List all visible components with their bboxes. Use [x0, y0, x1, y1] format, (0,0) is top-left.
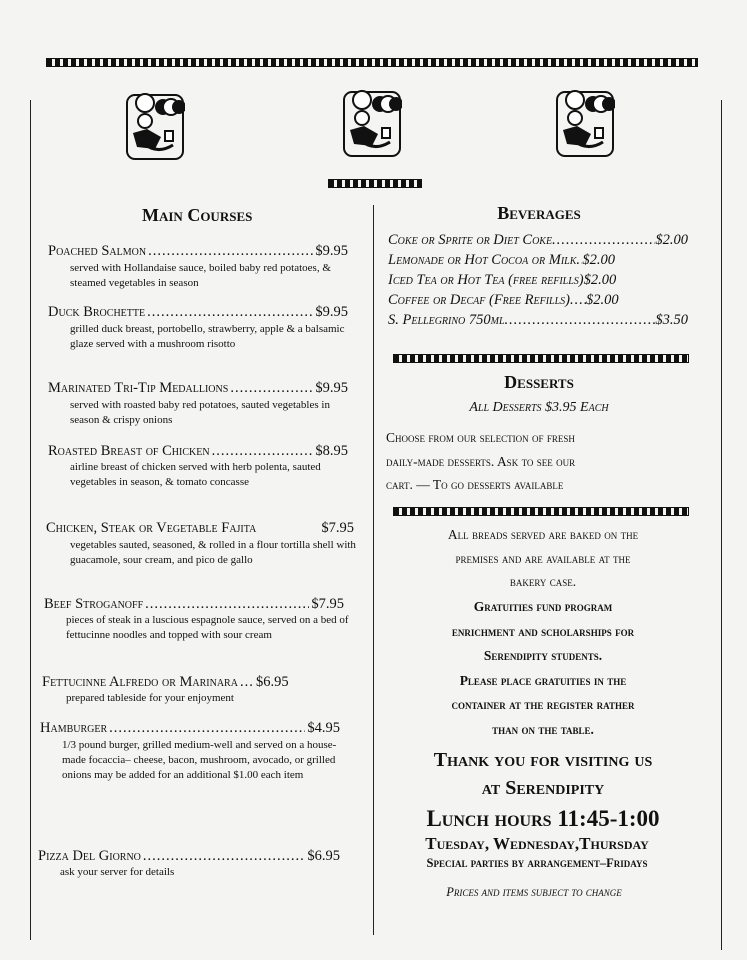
beverage-item — [388, 232, 688, 249]
desserts-title: Desserts — [504, 372, 574, 392]
item-price: $9.95 — [315, 380, 348, 396]
special-parties: Special parties by arrangement–Fridays — [426, 856, 648, 870]
item-price: $6.95 — [307, 848, 340, 864]
item-price: $7.95 — [321, 520, 354, 536]
gratuities-line: enrichment and scholarships for — [451, 623, 635, 639]
service-days: Tuesday, Wednesday,Thursday — [425, 834, 649, 853]
gratuities-line: Gratuities fund program — [473, 599, 613, 614]
beverage-name: S. Pellegrino 750ml — [388, 312, 505, 328]
top-border — [46, 58, 698, 67]
gratuities-line: than on the table. — [492, 721, 594, 737]
desserts-text — [386, 426, 696, 497]
dessert-line: Choose from our selection of fresh — [386, 430, 575, 445]
beverage-price: $2.00 — [583, 272, 617, 288]
menu-item-fajita — [46, 520, 354, 537]
item-desc: vegetables sauted, seasoned, & rolled in a flour tortilla shell with guacamole, sour cream, and pico de gallo — [70, 539, 356, 566]
item-price: $6.95 — [255, 674, 289, 690]
beverage-item — [388, 252, 688, 269]
beverage-item — [388, 312, 688, 329]
item-name: Fettucinne Alfredo or Marinara — [42, 674, 238, 690]
item-price: $8.95 — [315, 443, 348, 459]
item-name: Pizza Del Giorno — [38, 848, 141, 864]
item-desc: ask your server for details — [60, 866, 175, 878]
item-desc: airline breast of chicken served with herb polenta, sauted vegetables in season, & tomato concasse — [70, 461, 321, 488]
lunch-hours: Lunch hours 11:45-1:00 — [426, 806, 660, 831]
item-price: $9.95 — [315, 304, 348, 320]
thanks-line: at Serendipity — [481, 777, 605, 799]
item-name: Chicken, Steak or Vegetable Fajita — [46, 520, 257, 536]
right-rule — [721, 100, 722, 950]
beverage-name: Coke or Sprite or Diet Coke — [388, 232, 553, 248]
menu-item-hamburger — [40, 720, 340, 737]
item-price: $7.95 — [311, 596, 344, 612]
item-name: Beef Stroganoff — [44, 596, 144, 612]
chef-logo-icon — [555, 90, 615, 158]
chef-logo-icon — [125, 93, 185, 161]
beverage-name: Lemonade or Hot Cocoa or Milk — [388, 252, 577, 268]
gratuities-line: container at the register rather — [451, 697, 635, 712]
menu-item-beef-stroganoff — [44, 596, 344, 613]
chef-logo-icon — [342, 90, 402, 158]
beverage-item — [388, 272, 688, 289]
info-divider-bar — [393, 507, 689, 516]
item-desc: grilled duck breast, portobello, strawberry, apple & a balsamic glaze served with a mushroom risotto — [70, 323, 345, 350]
item-price: $9.95 — [315, 243, 348, 259]
desserts-subtitle: All Desserts $3.95 Each — [469, 400, 609, 415]
menu-item-poached-salmon — [48, 243, 348, 260]
prices-note: Prices and items subject to change — [446, 885, 622, 899]
breads-text — [384, 523, 702, 594]
menu-item-fettucinne — [42, 674, 345, 691]
gratuities-line: Serendipity students. — [483, 648, 603, 663]
main-courses-title: Main Courses — [142, 205, 253, 225]
beverage-price: $2.00 — [582, 252, 616, 268]
breads-line: All breads served are baked on the — [447, 527, 639, 542]
item-desc: served with Hollandaise sauce, boiled baby red potatoes, & steamed vegetables in season — [70, 262, 331, 289]
item-name: Hamburger — [40, 720, 108, 736]
item-name: Poached Salmon — [48, 243, 147, 259]
beverage-price: $2.00 — [655, 232, 688, 248]
center-rule — [373, 205, 374, 935]
breads-line: bakery case. — [509, 574, 577, 589]
gratuities-text — [384, 595, 702, 742]
item-price: $4.95 — [307, 720, 340, 736]
menu-item-tri-tip — [48, 380, 348, 397]
gratuities-line: Please place gratuities in the — [459, 672, 627, 688]
item-name: Duck Brochette — [48, 304, 146, 320]
left-rule — [30, 100, 31, 940]
beverage-name: Iced Tea or Hot Tea (free refills) — [388, 272, 584, 288]
breads-line: premises and are available at the — [455, 550, 631, 566]
beverage-price: $3.50 — [655, 312, 688, 328]
thanks-line: Thank you for visiting us — [433, 749, 653, 771]
menu-item-pizza — [38, 848, 340, 865]
menu-item-duck-brochette — [48, 304, 348, 321]
dessert-line: daily-made desserts. Ask to see our — [386, 453, 576, 469]
beverage-item — [388, 292, 688, 309]
item-desc: prepared tableside for your enjoyment — [66, 692, 234, 704]
item-desc: pieces of steak in a luscious espagnole sauce, served on a bed of fettucinne noodles and topped with sour cream — [66, 614, 349, 641]
dessert-divider-bar — [393, 354, 689, 363]
beverage-price: $2.00 — [586, 292, 619, 308]
dessert-line: cart. — To go desserts available — [386, 477, 564, 492]
item-name: Marinated Tri-Tip Medallions — [48, 380, 229, 396]
center-divider-bar — [328, 179, 422, 188]
item-name: Roasted Breast of Chicken — [48, 443, 210, 459]
item-desc: 1/3 pound burger, grilled medium-well and served on a house-made focaccia– cheese, bacon, mushroom, avocado, or grilled onions may be added for an additional $1.00 each item — [62, 739, 337, 781]
beverage-name: Coffee or Decaf (Free Refills) — [388, 292, 570, 308]
menu-item-chicken-breast — [48, 443, 348, 460]
beverages-title: Beverages — [497, 203, 581, 223]
thanks-text — [384, 746, 702, 802]
item-desc: served with roasted baby red potatoes, sauted vegetables in season & crispy onions — [70, 399, 330, 426]
